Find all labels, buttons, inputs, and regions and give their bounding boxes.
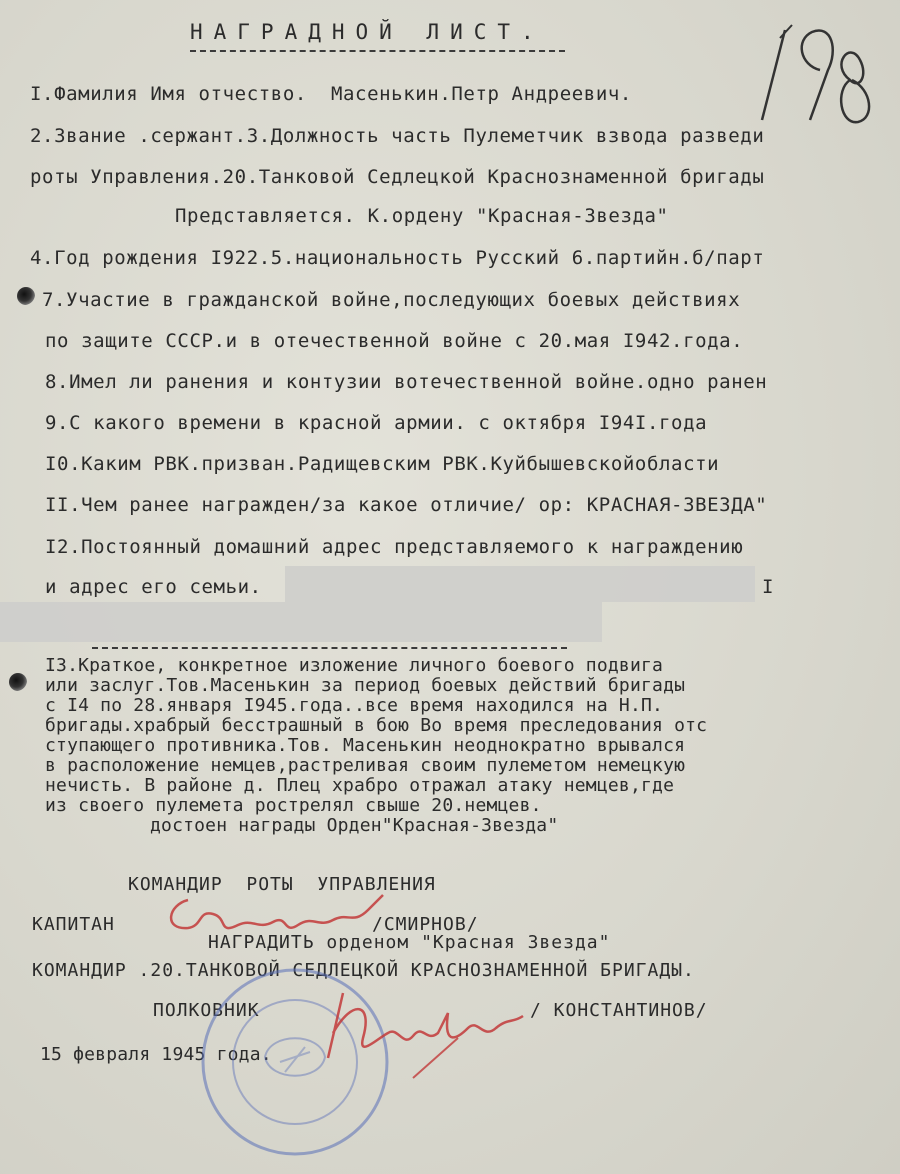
document-date: 15 февраля 1945 года. (40, 1044, 272, 1065)
feat-line-9: достоен награды Орден"Красная-Звезда" (150, 815, 559, 836)
handwritten-page-number (740, 10, 890, 140)
line-9: 9.С какого времени в красной армии. с октября I94I.года (45, 412, 708, 434)
line-7: по защите СССР.и в отечественной войне с 20.мая I942.года. (45, 330, 744, 352)
feat-line-1: I3.Краткое, конкретное изложение личного боевого подвига (45, 655, 664, 676)
company-commander-title: КОМАНДИР РОТЫ УПРАВЛЕНИЯ (128, 874, 436, 895)
feat-line-8: из своего пулемета рострелял свыше 20.немцев. (45, 795, 542, 816)
captain-signature (158, 880, 398, 950)
brigade-commander-title: КОМАНДИР .20.ТАНКОВОЙ СЕДЛЕЦКОЙ КРАСНОЗНАМЕННОЙ БРИГАДЫ. (32, 960, 695, 981)
feat-line-3: с I4 по 28.января I945.года..все время находился на Н.П. (45, 695, 664, 716)
colonel-signature (318, 978, 533, 1093)
section-divider (92, 647, 567, 649)
line-13: и адрес его семьи. (45, 576, 262, 598)
feat-line-6: в расположение немцев,растреливая своим пулеметом немецкую (45, 755, 686, 776)
redacted-address-1 (285, 566, 755, 602)
title-underline (190, 50, 565, 52)
line-12: I2.Постоянный домашний адрес представляемого к награждению (45, 536, 744, 558)
feat-line-5: ступающего противника.Тов. Масенькин неоднократно врывался (45, 735, 686, 756)
line-5: 4.Год рождения I922.5.национальность Русский 6.партийн.б/парт (30, 247, 765, 269)
feat-line-2: или заслуг.Тов.Масенькин за период боевых действий бригады (45, 675, 686, 696)
line-11: II.Чем ранее награжден/за какое отличие/ ор: КРАСНАЯ-ЗВЕЗДА" (45, 494, 768, 516)
line-2: 2.Звание .сержант.3.Должность часть Пулеметчик взвода разведи (30, 125, 765, 147)
captain-rank: КАПИТАН (32, 914, 115, 935)
feat-line-7: нечисть. В районе д. Плец храбро отражал атаку немцев,где (45, 775, 675, 796)
line-10: I0.Каким РВК.призван.Радищевским РВК.Куйбышевскойобласти (45, 453, 720, 475)
punch-hole-top (17, 287, 35, 305)
redacted-address-2 (0, 602, 602, 642)
line-1: I.Фамилия Имя отчество. Масенькин.Петр Андреевич. (30, 83, 632, 105)
colonel-rank: ПОЛКОВНИК (153, 1000, 260, 1021)
colonel-name: / КОНСТАНТИНОВ/ (530, 1000, 708, 1021)
line-8: 8.Имел ли ранения и контузии вотечественной войне.одно ранен (45, 371, 768, 393)
punch-hole-bottom (9, 673, 27, 691)
award-decision: НАГРАДИТЬ орденом "Красная Звезда" (208, 932, 611, 953)
feat-line-4: бригады.храбрый бесстрашный в бою Во время преследования отс (45, 715, 708, 736)
line-6: 7.Участие в гражданской войне,последующих боевых действиях (42, 289, 741, 311)
document-title: НАГРАДНОЙ ЛИСТ. (190, 20, 545, 44)
captain-name: /СМИРНОВ/ (372, 914, 479, 935)
line-3: роты Управления.20.Танковой Седлецкой Краснознаменной бригады (30, 166, 765, 188)
address-tail: I (762, 576, 775, 598)
line-4: Представляется. К.ордену "Красная-Звезда" (175, 205, 669, 227)
